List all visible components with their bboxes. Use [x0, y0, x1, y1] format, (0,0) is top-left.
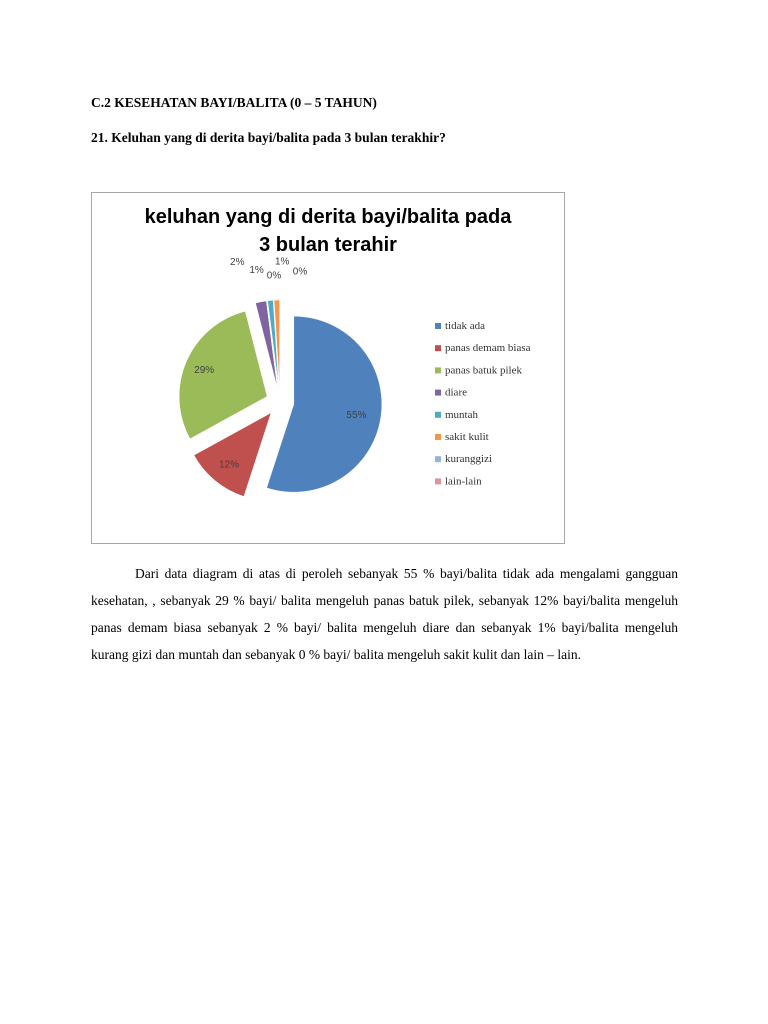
chart-title-line-1: keluhan yang di derita bayi/balita pada	[144, 206, 512, 228]
pie-slice-panas-batuk-pilek	[179, 311, 267, 439]
data-label-sakit-kulit: 1%	[274, 256, 290, 268]
legend-label-sakit-kulit: sakit kulit	[445, 431, 489, 443]
data-label-panas-batuk-pilek: 29%	[194, 365, 215, 377]
legend-label-muntah: muntah	[445, 408, 478, 421]
description-paragraph	[91, 560, 678, 668]
pie-slices	[179, 300, 382, 496]
pie-slice-tidak-ada	[267, 316, 382, 492]
chart-title-line-2: 3 bulan terahir	[259, 234, 397, 256]
legend-swatch-panas-batuk-pilek	[435, 367, 441, 373]
legend-swatch-tidak-ada	[435, 323, 441, 329]
legend-swatch-sakit-kulit	[435, 434, 441, 440]
legend-swatch-kuranggizi	[435, 456, 441, 462]
pie-chart-svg	[92, 193, 564, 543]
data-label-diare: 2%	[230, 256, 245, 268]
legend-label-tidak-ada: tidak ada	[445, 320, 486, 332]
question-heading: 21. Keluhan yang di derita bayi/balita pada 3 bulan terakhir?	[91, 130, 446, 145]
description-text: Dari data diagram di atas di peroleh sebanyak 55 % bayi/balita tidak ada mengalami gangguan kesehatan, , sebanyak 29 % bayi/ balita mengeluh panas batuk pilek, sebanyak 12% bayi/balita mengeluh panas demam biasa sebanyak 2 % bayi/ balita mengeluh diare dan sebanyak 1% bayi/balita mengeluh kurang gizi dan muntah dan sebanyak 0 % bayi/ balita mengeluh sakit kulit dan lain – lain.	[91, 566, 678, 662]
legend-label-kuranggizi: kuranggizi	[445, 453, 493, 466]
legend-label-panas-demam-biasa: panas demam biasa	[445, 342, 531, 355]
data-label-kuranggizi: 0%	[266, 270, 282, 282]
data-label-panas-demam-biasa: 12%	[218, 459, 240, 471]
legend-swatch-muntah	[435, 412, 441, 418]
pie-chart	[91, 192, 565, 544]
chart-legend	[435, 320, 531, 487]
data-label-lain-lain: 0%	[292, 266, 308, 278]
data-label-tidak-ada: 55%	[346, 410, 367, 422]
legend-swatch-diare	[435, 390, 441, 396]
legend-label-panas-batuk-pilek: panas batuk pilek	[445, 364, 522, 377]
legend-label-lain-lain: lain-lain	[445, 475, 482, 488]
legend-label-diare: diare	[445, 386, 467, 399]
legend-swatch-panas-demam-biasa	[435, 345, 441, 351]
legend-swatch-lain-lain	[435, 478, 441, 484]
section-title: C.2 KESEHATAN BAYI/BALITA (0 – 5 TAHUN)	[91, 95, 377, 110]
data-label-muntah: 1%	[249, 265, 264, 277]
